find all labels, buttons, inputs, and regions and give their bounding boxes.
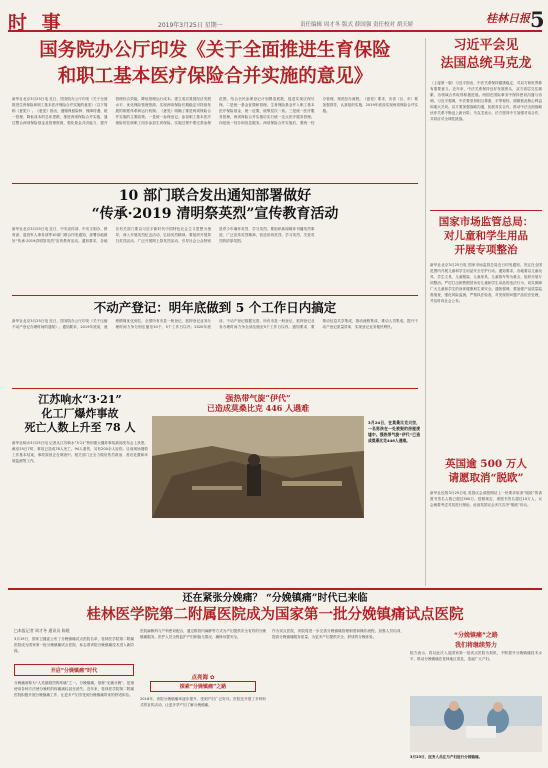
blast-headline-3: 死亡人数上升至 78 人 (24, 421, 136, 434)
hospital-photo-caption: 3月23日，医务人员在为产妇进行分娩镇痛。 (410, 755, 483, 759)
labor-col4: 院方表示，将以此次入选国家第一批试点医院为契机，不断提升分娩镇痛技术水平，推动分娩镇痛在桂林地区普及，造福广大产妇。 (410, 651, 542, 661)
page-number: 5 (530, 7, 545, 32)
qingming-headline-2: “传承·2019 清明祭英烈”宣传教育活动 (91, 206, 339, 222)
market-headline-1: 国家市场监管总局： (438, 216, 534, 228)
brexit-body: 新华社伦敦3月25日电 英国议会请愿网站上一份要求取消“脱欧”的请愿书签名人数已超过500万。按照规定，请愿书签名超过10万人，议会就要考虑对其进行辩论。此前英国议会多次否决“脱欧”协议。 (430, 491, 542, 507)
divider (12, 388, 418, 389)
property-body: 新华社北京3月25日电 近日，国务院办公厅印发《关于压缩不动产登记办理时间的通知》。通知要求，2019年底前，流程精简优化到位，全国所有市县一般登记、抵押登记业务办理时间力争分别压缩至10个、5个工作日以内；2020年底前，不动产登记数据完善，所有市县一般登记、抵押登记业务办理时间力争全部压缩至5个工作日以内。通知要求，要推动信息共享集成，推动流程集成，推动人员集成，提升不动产登记质量效率，实现登记业务便民利民。 (12, 319, 418, 329)
labor-col4-sub: 我们将继续努力 (454, 642, 497, 649)
labor-kicker: 还在紧张分娩痛？ “分娩镇痛”时代已来临 (182, 593, 368, 604)
paper-name: 桂林日报 (486, 12, 530, 25)
market-body: 新华社北京3月25日电 国家市场监管总局近日印发通知，决定在全国范围内开展儿童和学生用品安全守护行动。通知要求，各地要以儿童玩具、学生文具、儿童服装、儿童家具、儿童推车等为重点，组织开展专项整治。严厉打击制售假冒伪劣儿童和学生用品的违法行为，切实保障广大儿童和学生的身体健康和生命安全。通知强调，要加强产品质量监督抽查，强化风险监测，严格执法检查，对发现的问题产品依法处理，并及时向社会公布。 (430, 263, 542, 303)
labor-col1: 3月19日，国家卫健委公布了分娩镇痛试点医院名单，桂林医学院第二附属医院成为国家第一批分娩镇痛试点医院，标志着该院分娩镇痛技术进入新阶段。 (14, 637, 134, 653)
blast-headline-1: 江苏响水“3·21” (38, 393, 122, 406)
hospital-photo (410, 696, 542, 752)
editor-credits: 责任编辑 周才冬 版式 薛国强 责任校对 胡天娇 (300, 22, 414, 28)
labor-subhead-2b: 探索“分娩镇痛”之路 (179, 684, 227, 690)
labor-subhead-1: 开启“分娩镇痛”时代 (50, 668, 98, 674)
divider (12, 183, 418, 184)
section-title: 时 事 (8, 12, 65, 34)
lead-headline-1: 国务院办公厅印发《关于全面推进生育保险 (39, 40, 391, 61)
property-headline: 不动产登记：明年底做到 5 个工作日内搞定 (93, 300, 337, 315)
labor-byline: □本报记者 周才冬 通讯员 陈媛 (14, 628, 70, 633)
brexit-headline-2: 请愿取消“脱欧” (448, 472, 524, 484)
lead-body: 新华社北京3月25日电 近日，国务院办公厅印发《关于全面推进生育保险和职工基本医疗保险合并实施的意见》（以下简称《意见》）。《意见》指出，遵循保留险种、保障待遇、统一管理、降低成本的总体思路，推进两项保险合并实施，通过整合两项保险基金及管理资源，强化基金共济能力，提升管理综合效能，降低管理运行成本。建立适应我国经济发展水平、优化保险管理资源、实现两项保险长期稳定可持续发展的制度体系和运行机制。《意见》明确了推进两项保险合并实施的主要政策。一是统一参保登记。参加职工基本医疗保险的在职职工同步参加生育保险。实施过程中要完善参保范围，结合全民参保登记计划摸清底数，促进实现应保尽保。二是统一基金征缴和管理。生育保险基金并入职工基本医疗保险基金，统一征缴，统筹层次一致。三是统一医疗服务管理。两项保险合并实施后实行统一定点医疗服务管理。四是统一经办和信息服务。两项保险合并实施后，要统一经办管理，规范经办流程。《意见》要求，各省（区、市）要加强领导，认真组织实施，2019年底前实现两项保险合并实施。 (12, 97, 418, 125)
divider (8, 588, 542, 590)
xi-macron-headline-2: 法国总统马克龙 (440, 56, 532, 71)
page-header (8, 6, 545, 34)
cyclone-photo-text: 3月24日，在莫桑比克贝拉，一名男孩在一处被毁的房屋废墟中。强热带气旋“伊代”已造成莫桑比克446人遇难。 (368, 420, 420, 443)
divider (430, 210, 542, 211)
market-headline-3: 开展专项整治 (454, 244, 518, 256)
xi-macron-body: （上接第一版）习近平指出，中法关系保持健康稳定，对双方和世界都有重要意义。近年来，中法关系保持良好发展势头，双方高层交往频繁，各领域合作取得积极进展。两国在国际事务中保持密切沟通与协调。习近平强调，中法要坚持相互尊重、平等相待，照顾彼此核心利益和重大关切。双方要加强战略沟通，拓展务实合作，推动中法全面战略伙伴关系不断迈上新台阶。马克龙表示，法方愿同中方加强对话合作，共同应对全球性挑战。 (430, 81, 542, 121)
issue-date: 2019年3月25日 星期一 (158, 22, 223, 29)
divider (12, 295, 418, 296)
labor-col2b: 2018年，该院分娩镇痛率逐步提升，受到产妇广泛好评。医院还开展了多种形式的宣传活动，让更多孕产妇了解分娩镇痛。 (140, 697, 266, 707)
cyclone-caption-2: 已造成莫桑比克 446 人遇难 (206, 403, 310, 413)
brexit-headline-1: 英国逾 500 万人 (445, 458, 527, 470)
labor-headline: 桂林医学院第二附属医院成为国家第一批分娩镇痛试点医院 (86, 606, 464, 623)
cyclone-caption-1: 强热带气旋“伊代” (225, 393, 291, 403)
labor-col2: 医院麻醉科与产科密切配合，通过椎管内麻醉等方式为产妇提供安全有效的分娩镇痛服务。医护人员全程监护产妇和胎儿情况，确保母婴安全。 (140, 629, 266, 639)
cyclone-photo (152, 416, 364, 518)
labor-col3: 作为试点医院，该院将进一步完善分娩镇痛管理制度和操作流程，加强人员培训，提高分娩镇痛服务质量，为更多产妇提供安全、舒适的分娩体验。 (272, 629, 404, 639)
labor-subhead-2: 点亮海 ✿ (191, 675, 215, 681)
blast-body: 新华社响水3月25日电 记者从江苏响水“3·21”特别重大爆炸事故新闻发布会上获悉，截至25日7时，事故已造成78人死亡，94人重伤，另有200余人轻伤。目前现场搜救工作基本结束，事故原因正在调查中。相关部门正全力做好伤员救治、善后处置和环境监测等工作。 (12, 441, 148, 463)
blast-headline-2: 化工厂爆炸事故 (41, 407, 119, 420)
qingming-body: 新华社北京3月25日电 近日，中央宣传部、中央文明办、教育部、退役军人事务部等10部门联合印发通知，部署各地做好“传承·2019清明祭英烈”宣传教育活动。通知要求，各地各有关部门要以习近平新时代中国特色社会主义思想为指导，深入开展英烈纪念活动，弘扬英烈精神。要组织开展祭扫英烈活动，广泛开展网上祭英烈活动，引导社会公众特别是青少年缅怀英烈、学习英烈。要组织新闻媒体刊播英烈事迹，广泛宣传英烈精神，营造崇尚英烈、学习英烈、关爱英烈的浓厚氛围。 (12, 227, 315, 243)
labor-col4-title: “分娩镇痛”之路 (454, 632, 498, 639)
lead-headline-2: 和职工基本医疗保险合并实施的意见》 (57, 66, 373, 87)
labor-col1b: 分娩痛被称为“人类最剧烈的疼痛”之一。分娩镇痛，俗称“无痛分娩”，是指使用各种方法使分娩时的疼痛减轻甚至消失。近年来，桂林医学院第二附属医院积极开展分娩镇痛工作，让更多产妇享受到分娩镇痛带来的舒适体验。 (14, 681, 134, 697)
column-divider (425, 38, 426, 586)
market-headline-2: 对儿童和学生用品 (444, 230, 528, 242)
xi-macron-headline-1: 习近平会见 (453, 38, 519, 53)
qingming-headline-1: 10 部门联合发出通知部署做好 (118, 188, 312, 204)
